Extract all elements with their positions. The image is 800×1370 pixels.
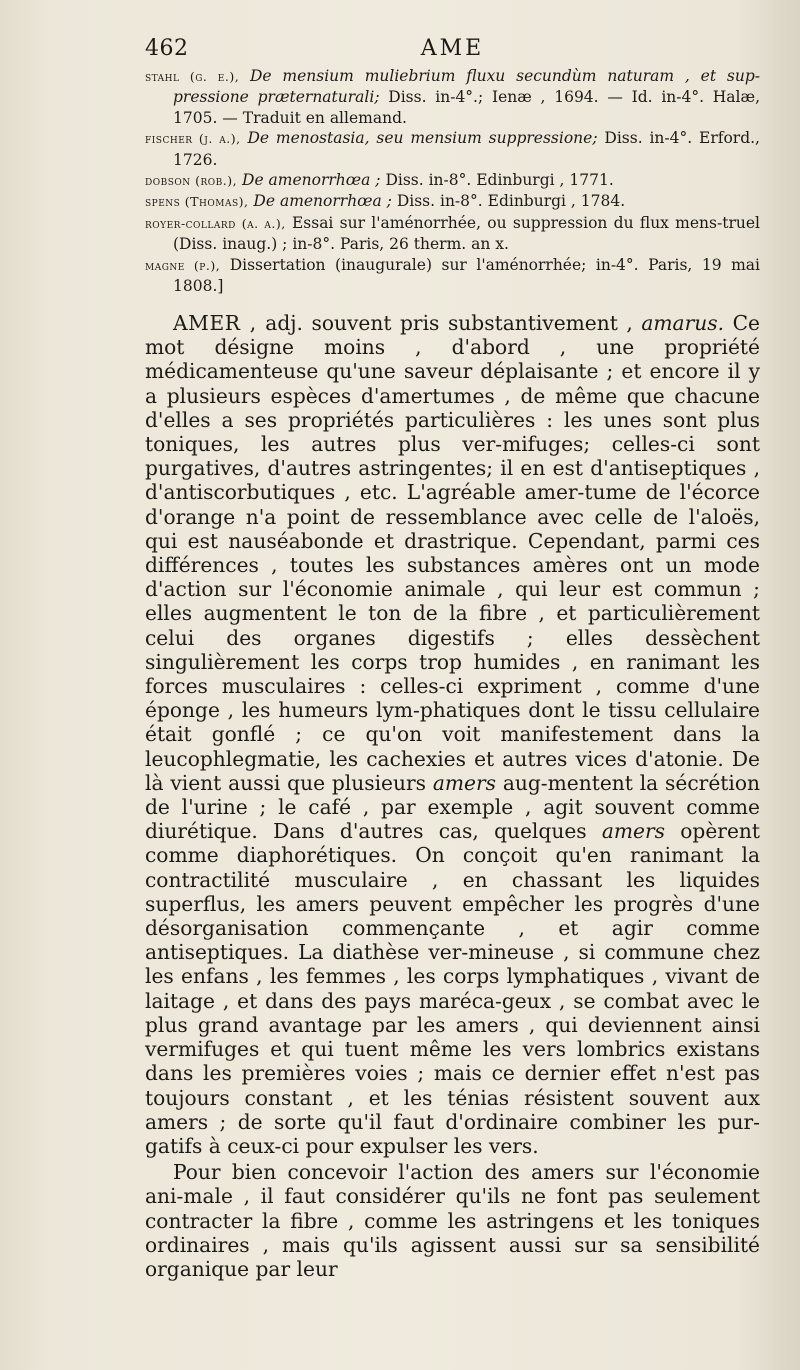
page-header (145, 36, 760, 66)
entry-details: Dissertation (inaugurale) sur l'aménorrhée; in-4°. Paris, 19 mai 1808.] (173, 255, 760, 296)
entry-details: Diss. in-4°. Erford., 1726. (173, 129, 760, 169)
entry-details: Diss. in-8°. Edinburgi , 1771. (385, 171, 614, 190)
paragraph-text: adj. souvent pris substantivement , (265, 311, 633, 335)
bibliography-entry (145, 170, 760, 191)
italic-term: amers (601, 819, 666, 844)
bibliography-list (145, 66, 760, 296)
entry-title: De amenorrhœa ; (242, 171, 381, 190)
page-number: 462 (145, 36, 189, 61)
headword: AMER , (173, 311, 257, 335)
paragraph-text: aug-mentent la sécrétion de l'urine ; le café , par exemple , agit souvent comme diurétique. Dans d'autres cas, quelques (145, 770, 760, 844)
entry-author: royer-collard (a. a.), (145, 215, 286, 231)
entry-author: magne (p.), (145, 257, 221, 273)
entry-author: dobson (rob.), (145, 173, 238, 189)
entry-details: Essai sur l'aménorrhée, ou suppression du flux mens-truel (Diss. inaug.) ; in-8°. Paris, 26 therm. an x. (173, 213, 760, 254)
entry-details: Diss. in-8°. Edinburgi , 1784. (396, 192, 626, 211)
article-body (145, 311, 760, 1281)
bibliography-entry (145, 128, 760, 170)
bibliography-entry (145, 191, 760, 212)
entry-title: De amenorrhœa ; (253, 192, 392, 211)
entry-details: Diss. in-4°.; Ienæ , 1694. — Id. in-4°. Halæ, 1705. — Traduit en allemand. (173, 88, 760, 127)
paragraph-text: opèrent comme diaphorétiques. On conçoit qu'en ranimant la contractilité musculaire , en chassant les liquides superflus, les amers peuvent empêcher les progrès d'une désorganisation commençante , et agir comme antiseptiques. La diathèse ver-mineuse , si commune chez les enfans , les femmes , les corps lymphatiques , vivant de laitage , et dans des pays maréca-geux , se combat avec le plus grand avantage par les amers , qui deviennent ainsi vermifuges et qui tuent même les vers lombrics existans dans les premières voies ; mais ce dernier effet n'est pas toujours constant , et les ténias résistent souvent aux amers ; de sorte qu'il faut d'ordinaire combiner les pur-gatifs à ceux-ci pour expulser les vers. (145, 819, 761, 1158)
bibliography-entry (145, 66, 760, 128)
latin-term: amarus. (641, 311, 725, 335)
article-paragraph (145, 311, 760, 1158)
entry-title: De mensium muliebrium fluxu secundùm naturam , et sup- pressione præternaturali; (173, 67, 760, 107)
bibliography-entry (145, 213, 760, 255)
entry-author: fischer (j. a.), (145, 131, 241, 147)
running-title: AME (420, 36, 485, 61)
paragraph-text: Ce mot désigne moins , d'abord , une propriété médicamenteuse qu'une saveur déplaisante ; et encore il y a plusieurs espèces d'amertumes , de même que chacune d'elles a ses propriétés particulières : les unes sont plus toniques, les autres plus ver-mifuges; celles-ci sont purgatives, d'autres astringentes; il en est d'antiseptiques , d'antiscorbutiques , etc. L'agréable amer-tume de l'écorce d'orange n'a point de ressemblance avec celle de l'aloës, qui est nauséabonde et drastrique. Cependant, parmi ces différences , toutes les substances amères ont un mode d'action sur l'économie animale , qui leur est commun ; elles augmentent le ton de la fibre , et particulièrement celui des organes digestifs ; elles dessèchent singulièrement les corps trop humides , en ranimant les forces musculaires : celles-ci expriment , comme d'une éponge , les humeurs lym-phatiques dont le tissu cellulaire était gonflé ; ce qu'on voit manifestement dans la leucophlegmatie, les cachexies et autres vices d'atonie. De là vient aussi que plusieurs (145, 311, 760, 795)
article-paragraph: Pour bien concevoir l'action des amers sur l'économie ani-male , il faut considérer qu'ils ne font pas seulement contracter la fibre , comme les astringens et les toniques ordinaires , mais qu'ils agissent aussi sur sa sensibilité organique par leur (145, 1160, 760, 1281)
bibliography-entry (145, 255, 760, 297)
entry-author: stahl (g. e.), (145, 69, 240, 84)
entry-author: spens (Thomas), (145, 194, 249, 210)
italic-term: amers (432, 770, 496, 795)
entry-title: De menostasia, seu mensium suppressione; (247, 129, 598, 148)
